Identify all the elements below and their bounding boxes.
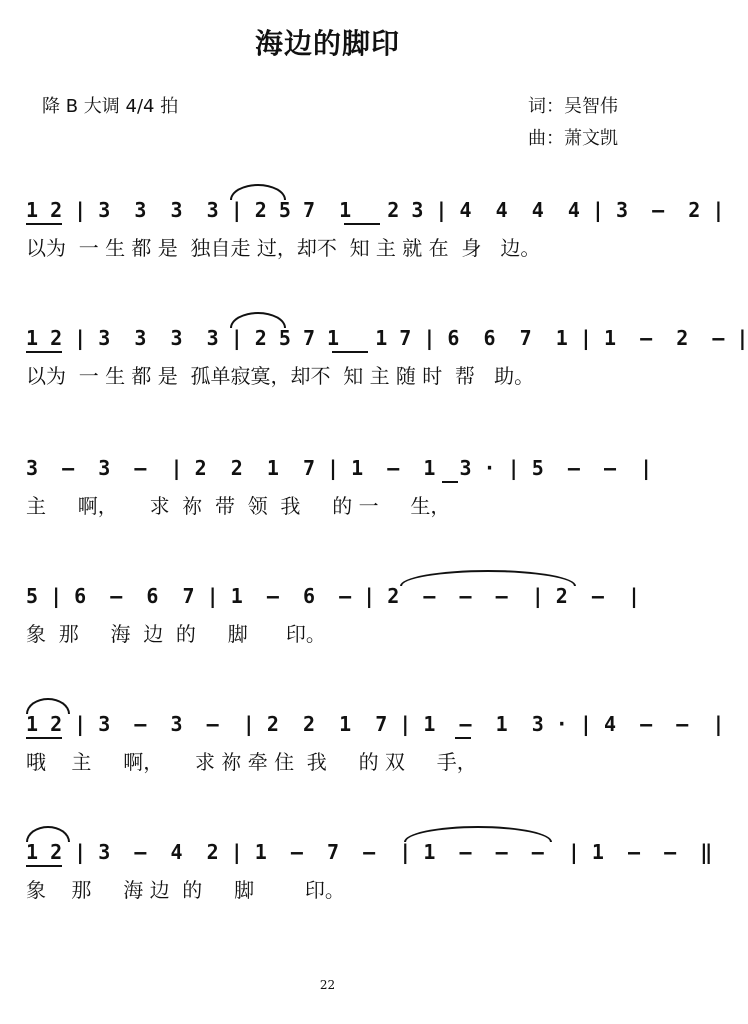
key-meter: 降 B 大调 4/4 拍: [42, 96, 179, 117]
notes-text: 3 – 3 – | 2 2 1 7 | 1 – 1 3 · | 5 – – |: [26, 456, 653, 480]
lyrics-text: 象 那 海 边 的 脚 印。: [26, 878, 345, 902]
eighth-beam: [26, 351, 62, 353]
lyrics-line: [0, 746, 655, 818]
notes-text: 5 | 6 – 6 7 | 1 – 6 – | 2 – – – | 2 – |: [26, 584, 641, 608]
notes-text: 1 2 | 3 – 3 – | 2 2 1 7 | 1 – 1 3 · | 4 – – |: [26, 712, 725, 736]
tie-slur: [26, 698, 70, 714]
lyrics-line: [0, 232, 655, 304]
tie-slur: [400, 570, 576, 586]
lyrics-text: 哦 主 啊， 求 祢 牵 住 我 的 双 手，: [26, 750, 477, 774]
eighth-beam: [26, 737, 62, 739]
jianpu-notes: [0, 190, 725, 230]
lyrics-text: 象 那 海 边 的 脚 印。: [26, 622, 326, 646]
page-number: 22: [319, 978, 336, 992]
notes-text: 1 2 | 3 3 3 3 | 2 5 7 1 2 3 | 4 4 4 4 | 3 – 2 |: [26, 198, 725, 222]
lyrics-text: 主 啊， 求 祢 带 领 我 的 一 生，: [26, 494, 451, 518]
lyrics-line: [0, 618, 655, 690]
eighth-beam: [26, 865, 62, 867]
tie-slur: [26, 826, 70, 842]
composer: 曲：萧文凯: [528, 128, 618, 149]
eighth-beam: [455, 737, 471, 739]
jianpu-notes: [0, 704, 725, 744]
tie-slur: [230, 184, 286, 200]
eighth-beam: [344, 223, 380, 225]
notes-text: 1 2 | 3 3 3 3 | 2 5 7 1 1 7 | 6 6 7 1 | 1 – 2 – |: [26, 326, 748, 350]
notes-text: 1 2 | 3 – 4 2 | 1 – 7 – | 1 – – – | 1 – – ‖: [26, 840, 713, 864]
song-title: 海边的脚印: [254, 27, 400, 60]
eighth-beam: [442, 481, 458, 483]
lyrics-line: [0, 360, 655, 432]
eighth-beam: [26, 223, 62, 225]
lyrics-line: [0, 874, 655, 946]
jianpu-notes: [0, 448, 655, 488]
lyricist: 词：吴智伟: [528, 96, 618, 117]
jianpu-notes: [0, 318, 748, 358]
lyrics-line: [0, 490, 655, 562]
eighth-beam: [332, 351, 368, 353]
tie-slur: [404, 826, 552, 842]
tie-slur: [230, 312, 286, 328]
jianpu-notes: [0, 832, 713, 872]
lyrics-text: 以为 一 生 都 是 孤单寂寞，却不 知 主 随 时 帮 助。: [26, 364, 535, 388]
lyrics-text: 以为 一 生 都 是 独自走 过，却不 知 主 就 在 身 边。: [26, 236, 541, 260]
